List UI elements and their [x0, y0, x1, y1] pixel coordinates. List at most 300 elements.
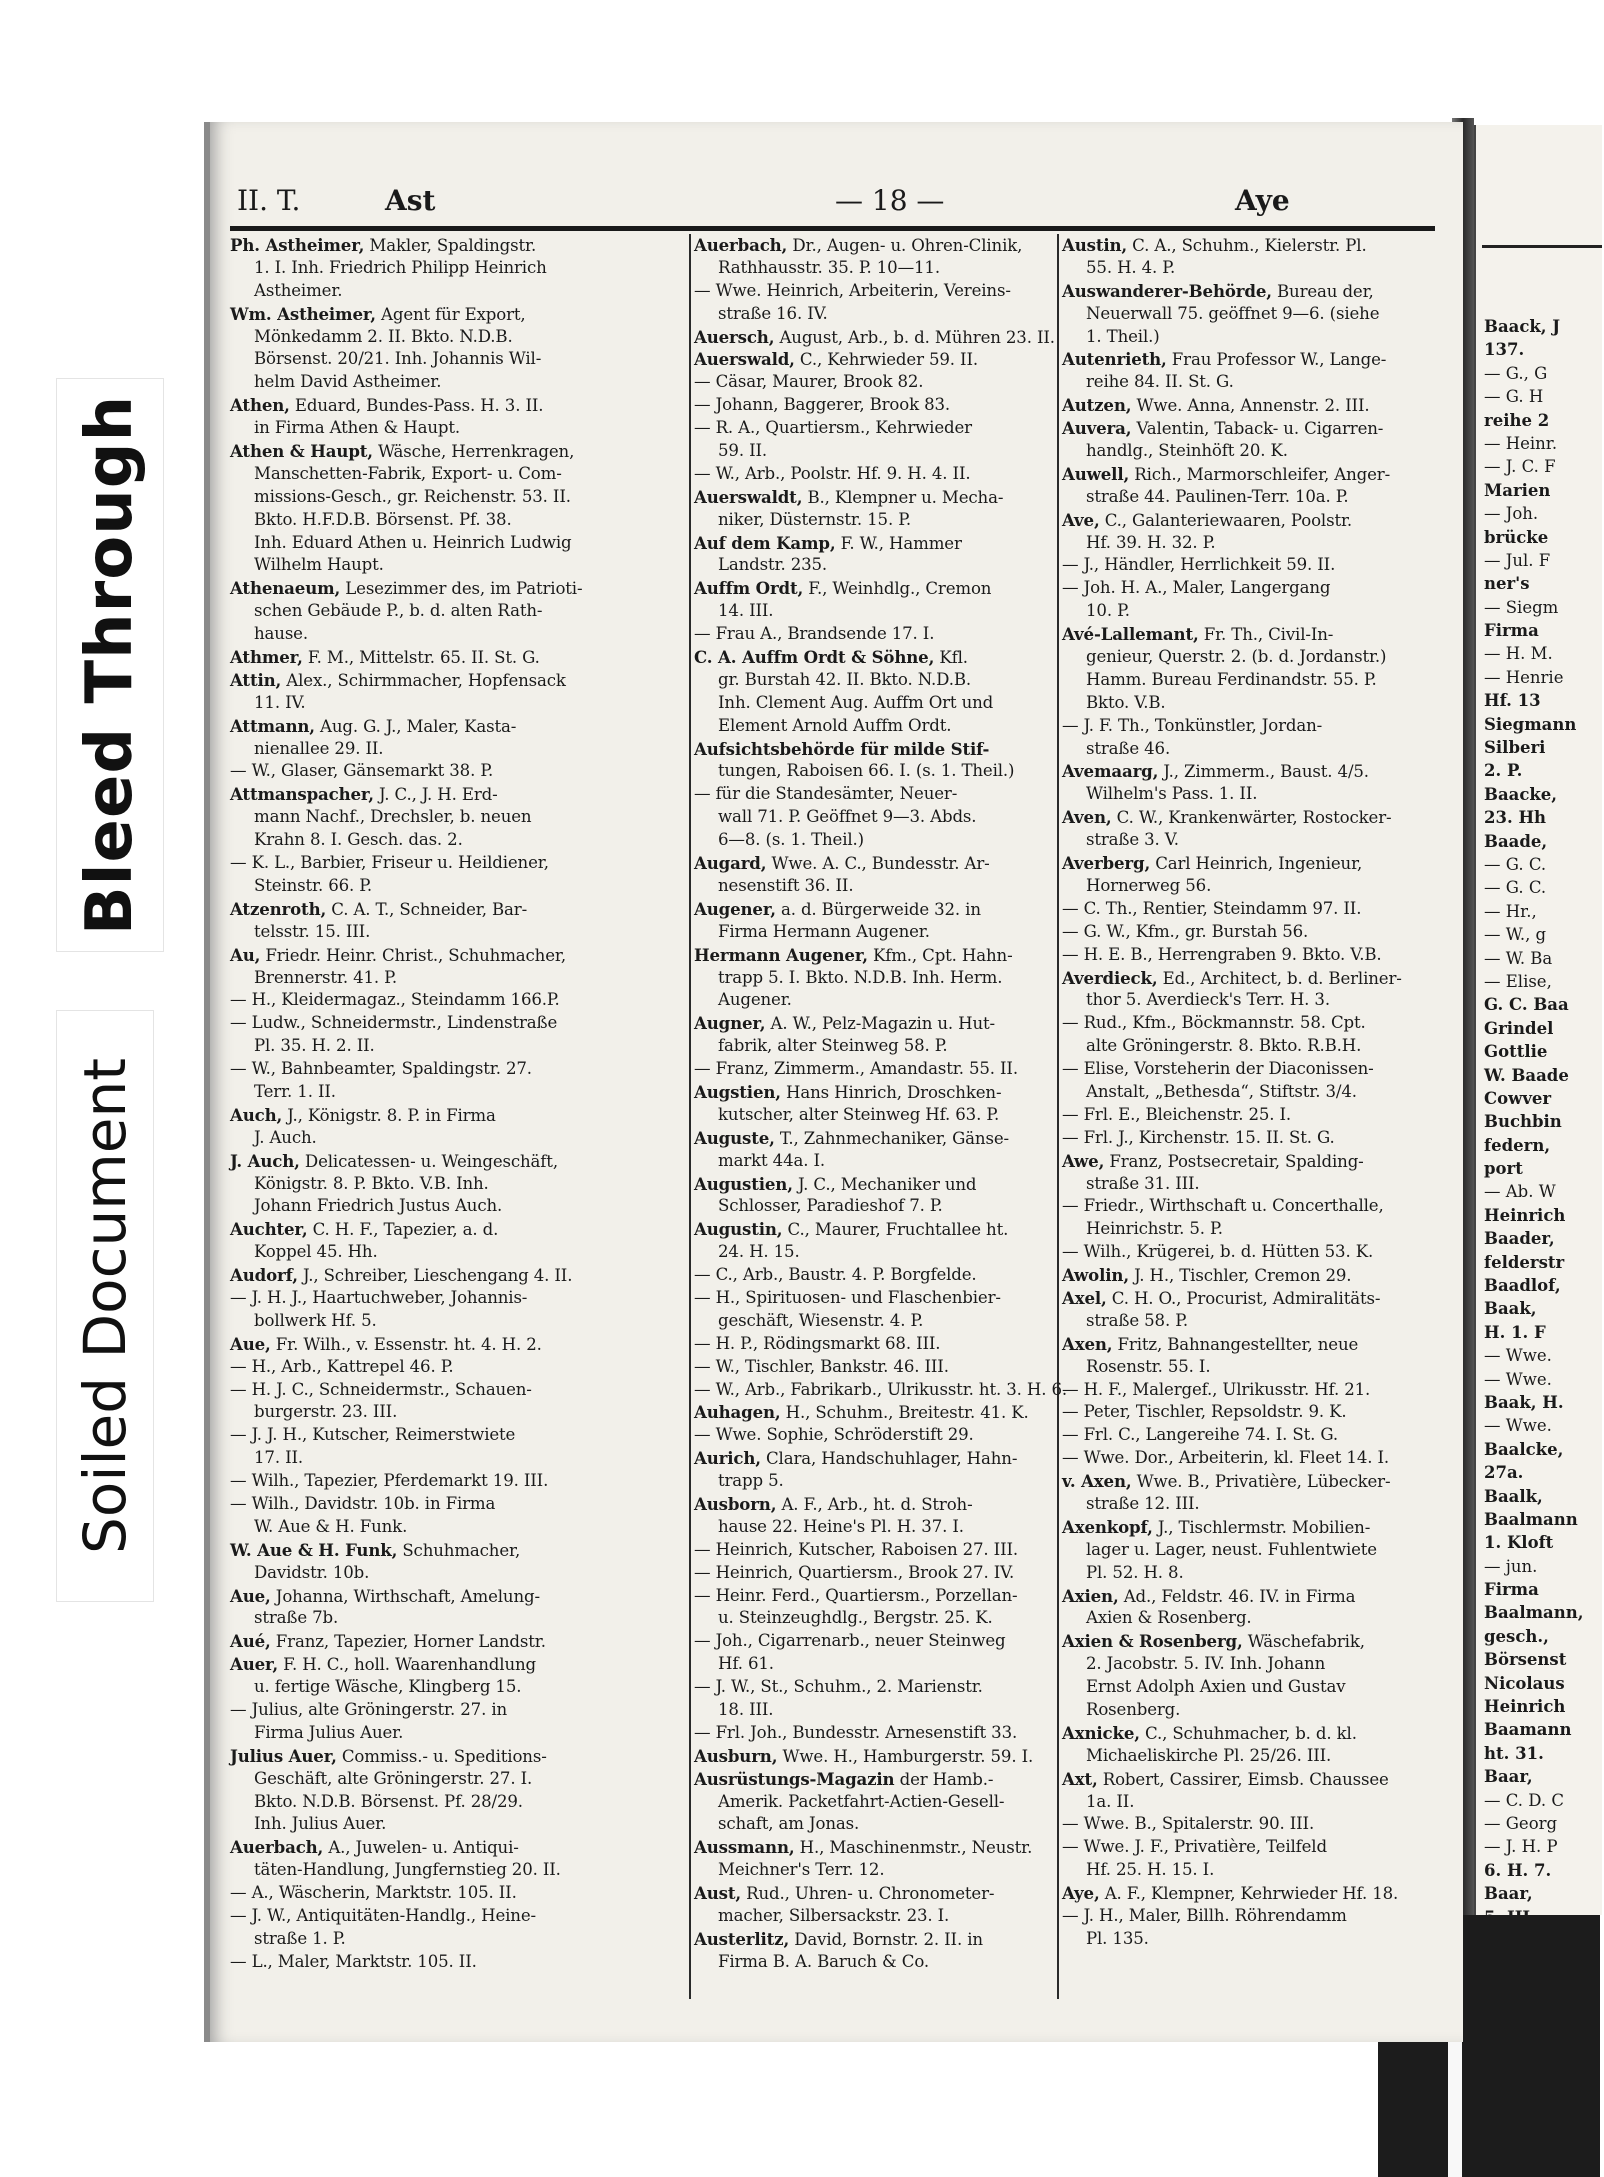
directory-entry	[694, 1882, 1060, 1928]
directory-entry	[694, 1676, 1060, 1722]
entry-continuation-line: Bkto. H.F.D.B. Börsenst. Pf. 38.	[254, 509, 512, 529]
entry-name: Augstien,	[694, 1081, 781, 1102]
entry-continuation-line: fabrik, alter Steinweg 58. P.	[718, 1036, 948, 1056]
facing-page-fragment: — Wwe.	[1484, 1416, 1552, 1436]
facing-page-fragment: — J. H. P	[1484, 1837, 1558, 1857]
entry-continuation-line: Pl. 52. H. 8.	[1086, 1562, 1184, 1582]
facing-page-fragment: W. Baade	[1484, 1065, 1569, 1085]
directory-entry	[1062, 234, 1434, 280]
entry-continuation-line: bollwerk Hf. 5.	[254, 1310, 377, 1330]
entry-continuation-line: 24. H. 15.	[718, 1242, 800, 1262]
facing-page-fragment: Silberi	[1484, 738, 1546, 758]
directory-entry	[230, 898, 594, 944]
entry-name: Wm. Astheimer,	[230, 303, 376, 324]
entry-name: Ausborn,	[694, 1493, 777, 1514]
entry-line: — Elise, Vorsteherin der Diaconissen-	[1062, 1059, 1374, 1079]
directory-entry	[694, 898, 1060, 944]
entry-continuation-line: Landstr. 235.	[718, 555, 828, 575]
directory-entry	[1062, 1722, 1434, 1768]
entry-name: Autenrieth,	[1062, 349, 1167, 370]
entry-name: Aué,	[230, 1631, 271, 1652]
entry-line: — Heinrich, Kutscher, Raboisen 27. III.	[694, 1539, 1019, 1559]
entry-name: Attin,	[230, 669, 282, 690]
entry-name: Auerswaldt,	[694, 486, 803, 507]
directory-entry	[694, 1722, 1060, 1745]
entry-continuation-line: täten-Handlung, Jungfernstieg 20. II.	[254, 1860, 561, 1880]
facing-page-fragment: Baalcke,	[1484, 1439, 1564, 1459]
entry-continuation-line: straße 3. V.	[1086, 830, 1179, 850]
entry-continuation-line: hause.	[254, 624, 308, 644]
facing-page-fragment: ner's	[1484, 574, 1530, 594]
entry-line: — Wilh., Krügerei, b. d. Hütten 53. K.	[1062, 1242, 1374, 1262]
entry-name: Austerlitz,	[694, 1928, 790, 1949]
entry-name: Attmann,	[230, 715, 315, 736]
entry-line: Auerbach, Dr., Augen- u. Ohren-Clinik,	[694, 235, 1023, 255]
entry-name: Augner,	[694, 1013, 766, 1034]
entry-line: Austin, C. A., Schuhm., Kielerstr. Pl.	[1062, 235, 1367, 255]
directory-entry	[694, 463, 1060, 486]
entry-continuation-line: straße 12. III.	[1086, 1493, 1200, 1513]
entry-line: Augustien, J. C., Mechaniker und	[694, 1173, 977, 1194]
directory-entry	[694, 1081, 1060, 1127]
directory-entry	[1062, 1195, 1434, 1241]
last-catchword: Aye	[1235, 184, 1290, 217]
facing-page-fragment: Baalmann,	[1484, 1603, 1584, 1623]
entry-continuation-line: Rathhausstr. 35. P. 10—11.	[718, 257, 940, 277]
directory-entry	[230, 1585, 594, 1631]
entry-line: — Frl. J., Kirchenstr. 15. II. St. G.	[1062, 1127, 1335, 1147]
entry-name: Aye,	[1062, 1883, 1100, 1904]
entry-name: Atzenroth,	[230, 898, 327, 919]
directory-entry	[1062, 1905, 1434, 1951]
entry-continuation-line: Firma Hermann Augener.	[718, 921, 930, 941]
entry-name: Athen,	[230, 395, 290, 416]
entry-continuation-line: Axien & Rosenberg.	[1086, 1608, 1252, 1628]
entry-line: — Joh. H. A., Maler, Langergang	[1062, 578, 1331, 598]
entry-line: — J. F. Th., Tonkünstler, Jordan-	[1062, 715, 1323, 735]
section-marker: II. T.	[237, 184, 301, 217]
entry-line: Ave, C., Galanteriewaaren, Poolstr.	[1062, 509, 1353, 530]
entry-line: — G. W., Kfm., gr. Burstah 56.	[1062, 921, 1309, 941]
entry-continuation-line: Hf. 39. H. 32. P.	[1086, 532, 1216, 552]
entry-name: Aue,	[230, 1333, 271, 1354]
entry-line: Hermann Augener, Kfm., Cpt. Hahn-	[694, 944, 1013, 965]
directory-entry	[1062, 577, 1434, 623]
entry-line	[694, 738, 1060, 761]
facing-page-fragment: 137.	[1484, 340, 1525, 360]
directory-page	[204, 122, 1463, 2042]
entry-name: Awe,	[1062, 1150, 1105, 1171]
facing-page-fragment: — Joh.	[1484, 504, 1539, 524]
column-2	[694, 234, 1067, 1974]
facing-page-text	[1484, 315, 1604, 1976]
facing-page-fragment: Firma	[1484, 1580, 1539, 1600]
column-3	[1062, 234, 1434, 1951]
directory-entry	[694, 852, 1060, 898]
entry-continuation-line: 55. H. 4. P.	[1086, 257, 1176, 277]
directory-entry	[1062, 944, 1434, 967]
entry-name: Auf dem Kamp,	[694, 532, 836, 553]
entry-name: Auvera,	[1062, 418, 1132, 439]
entry-line: Auswanderer-Behörde, Bureau der,	[1062, 280, 1374, 301]
entry-continuation-line: Davidstr. 10b.	[254, 1562, 370, 1582]
facing-page-fragment: Baak, H.	[1484, 1392, 1564, 1412]
directory-entry	[1062, 280, 1434, 349]
entry-line: — H. F., Malergef., Ulrikusstr. Hf. 21.	[1062, 1379, 1371, 1399]
entry-continuation-line: Steinstr. 66. P.	[254, 875, 373, 895]
entry-line: Ausborn, A. F., Arb., ht. d. Stroh-	[694, 1493, 973, 1514]
entry-continuation-line: straße 7b.	[254, 1608, 339, 1628]
directory-entry	[1062, 1470, 1434, 1516]
entry-name: Au,	[230, 944, 261, 965]
directory-entry	[230, 1356, 594, 1379]
entry-line: Austerlitz, David, Bornstr. 2. II. in	[694, 1928, 983, 1949]
directory-entry	[1062, 1264, 1434, 1287]
facing-page-fragment: Börsenst	[1484, 1650, 1567, 1670]
entry-line: Athenaeum, Lesezimmer des, im Patrioti-	[230, 578, 583, 599]
entry-name: C. A. Auffm Ordt & Söhne,	[694, 647, 935, 668]
entry-line: — Wwe. B., Spitalerstr. 90. III.	[1062, 1814, 1315, 1834]
directory-entry	[1062, 394, 1434, 417]
entry-line: Averberg, Carl Heinrich, Ingenieur,	[1062, 853, 1363, 874]
entry-line: — Rud., Kfm., Böckmannstr. 58. Cpt.	[1062, 1013, 1366, 1033]
entry-name: Averberg,	[1062, 853, 1151, 874]
entry-line: — W., Arb., Poolstr. Hf. 9. H. 4. II.	[694, 463, 971, 483]
entry-continuation-line: 1a. II.	[1086, 1791, 1135, 1811]
facing-page-fragment: Baak,	[1484, 1299, 1537, 1319]
entry-continuation-line: 14. III.	[718, 601, 774, 621]
facing-page-fragment: — G. C.	[1484, 878, 1547, 898]
entry-line: — A., Wäscherin, Marktstr. 105. II.	[230, 1883, 517, 1903]
entry-line: — Wilh., Davidstr. 10b. in Firma	[230, 1493, 496, 1513]
entry-continuation-line: gr. Burstah 42. II. Bkto. N.D.B.	[718, 669, 972, 689]
entry-line: — Wilh., Tapezier, Pferdemarkt 19. III.	[230, 1471, 549, 1491]
entry-continuation-line: straße 58. P.	[1086, 1310, 1188, 1330]
entry-line: Axt, Robert, Cassirer, Eimsb. Chaussee	[1062, 1768, 1389, 1789]
entry-continuation-line: helm David Astheimer.	[254, 372, 442, 392]
facing-page-fragment: — W. Ba	[1484, 948, 1553, 968]
entry-name: Axnicke,	[1062, 1722, 1140, 1743]
facing-page-fragment: — H. M.	[1484, 644, 1553, 664]
entry-continuation-line: hause 22. Heine's Pl. H. 37. I.	[718, 1516, 964, 1536]
directory-entry	[694, 326, 1060, 349]
entry-line: Axien, Ad., Feldstr. 46. IV. in Firma	[1062, 1585, 1356, 1606]
entry-line: — H., Spirituosen- und Flaschenbier-	[694, 1287, 1001, 1307]
entry-name: Julius Auer,	[230, 1745, 337, 1766]
entry-name: Athen & Haupt,	[230, 441, 373, 462]
entry-continuation-line: Anstalt, „Bethesda“, Stiftstr. 3/4.	[1086, 1081, 1357, 1101]
entry-name: Athenaeum,	[230, 578, 341, 599]
bleed-through-label	[56, 378, 164, 952]
entry-name: Austin,	[1062, 235, 1128, 255]
entry-line: — H., Kleidermagaz., Steindamm 166.P.	[230, 990, 560, 1010]
entry-line: Axnicke, C., Schuhmacher, b. d. kl.	[1062, 1722, 1357, 1743]
entry-name: Aufsichtsbehörde für milde Stif-	[694, 738, 990, 759]
entry-line: Auffm Ordt, F., Weinhdlg., Cremon	[694, 578, 992, 599]
directory-entry	[1062, 1150, 1434, 1196]
directory-entry	[694, 783, 1060, 852]
directory-entry	[1062, 760, 1434, 806]
entry-line: — Franz, Zimmerm., Amandastr. 55. II.	[694, 1059, 1018, 1079]
entry-continuation-line: burgerstr. 23. III.	[254, 1402, 398, 1422]
entry-name: Autzen,	[1062, 395, 1132, 416]
entry-continuation-line: Augener.	[718, 990, 792, 1010]
directory-entry	[694, 234, 1060, 280]
directory-entry	[694, 944, 1060, 1013]
entry-continuation-line: u. fertige Wäsche, Klingberg 15.	[254, 1677, 522, 1697]
entry-name: Auerbach,	[694, 235, 788, 255]
facing-page-fragment: ht. 31.	[1484, 1743, 1544, 1763]
directory-entry	[694, 280, 1060, 326]
entry-name: Auerbach,	[230, 1837, 324, 1858]
directory-entry	[1062, 1813, 1434, 1836]
facing-page-fragment: brücke	[1484, 527, 1549, 547]
facing-page-fragment: Heinrich	[1484, 1205, 1566, 1225]
entry-name: Axenkopf,	[1062, 1516, 1153, 1537]
directory-entry	[694, 1630, 1060, 1676]
facing-page-fragment: Baack, J	[1484, 317, 1561, 336]
entry-continuation-line: W. Aue & H. Funk.	[254, 1516, 408, 1536]
entry-name: Axel,	[1062, 1287, 1107, 1308]
directory-entry	[1062, 1287, 1434, 1333]
entry-line: v. Axen, Wwe. B., Privatière, Lübecker-	[1062, 1471, 1391, 1492]
entry-line: Auguste, T., Zahnmechaniker, Gänse-	[694, 1127, 1009, 1148]
entry-continuation-line: straße 44. Paulinen-Terr. 10a. P.	[1086, 486, 1349, 506]
entry-line: — Ludw., Schneidermstr., Lindenstraße	[230, 1013, 558, 1033]
entry-continuation-line: nienallee 29. II.	[254, 738, 384, 758]
entry-line: Aust, Rud., Uhren- u. Chronometer-	[694, 1883, 995, 1904]
entry-line: Axen, Fritz, Bahnangestellter, neue	[1062, 1333, 1359, 1354]
entry-line: — Johann, Baggerer, Brook 83.	[694, 395, 951, 415]
entry-name: Ausrüstungs-Magazin	[694, 1768, 895, 1789]
entry-continuation-line: 10. P.	[1086, 601, 1130, 621]
facing-page-fragment: Firma	[1484, 621, 1539, 641]
facing-page-fragment: Gottlie	[1484, 1042, 1548, 1062]
entry-name: Auch,	[230, 1104, 283, 1125]
directory-entry	[1062, 967, 1434, 1013]
entry-name: Augustin,	[694, 1219, 783, 1240]
directory-entry	[1062, 1630, 1434, 1722]
directory-entry	[694, 1562, 1060, 1585]
directory-entry	[230, 989, 594, 1012]
entry-name: Athmer,	[230, 647, 303, 668]
directory-entry	[230, 1493, 594, 1539]
entry-line: Athen & Haupt, Wäsche, Herrenkragen,	[230, 441, 575, 462]
facing-page-fragment: — Siegm	[1484, 597, 1559, 617]
entry-name: Auffm Ordt,	[694, 578, 804, 599]
entry-continuation-line: thor 5. Averdieck's Terr. H. 3.	[1086, 990, 1330, 1010]
directory-entry	[694, 1264, 1060, 1287]
entry-continuation-line: 59. II.	[718, 441, 767, 461]
facing-page-fragment: federn,	[1484, 1135, 1551, 1155]
directory-entry	[230, 1630, 594, 1653]
entry-line: Auwell, Rich., Marmorschleifer, Anger-	[1062, 463, 1391, 484]
directory-entry	[1062, 715, 1434, 761]
directory-entry	[230, 1104, 594, 1150]
entry-name: Augard,	[694, 853, 767, 874]
directory-entry	[1062, 1424, 1434, 1447]
entry-continuation-line: Inh. Eduard Athen u. Heinrich Ludwig	[254, 532, 572, 552]
entry-line: Aye, A. F., Klempner, Kehrwieder Hf. 18.	[1062, 1883, 1399, 1904]
entry-line: Auhagen, H., Schuhm., Breitestr. 41. K.	[694, 1402, 1029, 1423]
entry-line: J. Auch, Delicatessen- u. Weingeschäft,	[230, 1150, 558, 1171]
directory-entry	[230, 1653, 594, 1699]
entry-name: Aust,	[694, 1883, 741, 1904]
entry-name: Aussmann,	[694, 1837, 795, 1858]
facing-page-fragment: port	[1484, 1159, 1523, 1179]
entry-continuation-line: Terr. 1. II.	[254, 1081, 336, 1101]
entry-line: W. Aue & H. Funk, Schuhmacher,	[230, 1539, 521, 1560]
entry-line: — H. E. B., Herrengraben 9. Bkto. V.B.	[1062, 944, 1382, 964]
entry-line: — W., Tischler, Bankstr. 46. III.	[694, 1356, 949, 1376]
entry-name: Averdieck,	[1062, 967, 1158, 988]
entry-line: — K. L., Barbier, Friseur u. Heildiener,	[230, 853, 549, 873]
entry-name: J. Auch,	[230, 1150, 300, 1171]
directory-entry	[1062, 806, 1434, 852]
entry-line: — J. W., St., Schuhm., 2. Marienstr.	[694, 1677, 983, 1697]
entry-name: Ph. Astheimer,	[230, 235, 365, 255]
directory-entry	[1062, 348, 1434, 394]
facing-page-fragment: 6. H. 7.	[1484, 1860, 1552, 1880]
entry-line: Attmann, Aug. G. J., Maler, Kasta-	[230, 715, 517, 736]
entry-continuation-line: Heinrichstr. 5. P.	[1086, 1219, 1223, 1239]
facing-page-fragment: — G. H	[1484, 387, 1544, 407]
directory-entry	[1062, 921, 1434, 944]
directory-entry	[1062, 1768, 1434, 1814]
entry-line: Aussmann, H., Maschinenmstr., Neustr.	[694, 1837, 1033, 1858]
directory-entry	[694, 1058, 1060, 1081]
entry-line: Auerbach, A., Juwelen- u. Antiqui-	[230, 1837, 519, 1858]
entry-continuation-line: Mönkedamm 2. II. Bkto. N.D.B.	[254, 326, 513, 346]
directory-entry	[230, 1699, 594, 1745]
entry-line: Attin, Alex., Schirmmacher, Hopfensack	[230, 669, 566, 690]
entry-continuation-line: 18. III.	[718, 1700, 774, 1719]
entry-continuation-line: trapp 5.	[718, 1471, 784, 1491]
entry-continuation-line: straße 31. III.	[1086, 1173, 1200, 1193]
first-catchword: Ast	[385, 184, 436, 217]
entry-line: Averdieck, Ed., Architect, b. d. Berliner-	[1062, 967, 1402, 988]
facing-page-fragment: 23. Hh	[1484, 808, 1547, 828]
entry-continuation-line: tungen, Raboisen 66. I. (s. 1. Theil.)	[718, 761, 1015, 781]
entry-continuation-line: schaft, am Jonas.	[718, 1814, 860, 1834]
directory-entry	[694, 1173, 1060, 1219]
entry-continuation-line: Bkto. N.D.B. Börsenst. Pf. 28/29.	[254, 1791, 523, 1811]
entry-line: Au, Friedr. Heinr. Christ., Schuhmacher,	[230, 944, 566, 965]
directory-entry	[1062, 1447, 1434, 1470]
facing-page-fragment: Baalk,	[1484, 1486, 1543, 1506]
entry-continuation-line: Königstr. 8. P. Bkto. V.B. Inh.	[254, 1173, 489, 1193]
entry-line: C. A. Auffm Ordt & Söhne, Kfl.	[694, 647, 968, 668]
directory-entry	[694, 1493, 1060, 1539]
entry-continuation-line: kutscher, alter Steinweg Hf. 63. P.	[718, 1104, 1000, 1124]
entry-continuation-line: Wilhelm Haupt.	[254, 555, 384, 575]
entry-name: Awolin,	[1062, 1265, 1129, 1286]
entry-continuation-line: mann Nachf., Drechsler, b. neuen	[254, 807, 532, 827]
entry-line: — J., Händler, Herrlichkeit 59. II.	[1062, 555, 1336, 575]
entry-name: Avé-Lallemant,	[1062, 624, 1199, 645]
entry-line: — R. A., Quartiersm., Kehrwieder	[694, 418, 972, 438]
entry-line: — Julius, alte Gröningerstr. 27. in	[230, 1700, 508, 1719]
entry-continuation-line: in Firma Athen & Haupt.	[254, 418, 460, 438]
directory-entry	[1062, 554, 1434, 577]
directory-entry	[694, 646, 1060, 738]
directory-entry	[1062, 1836, 1434, 1882]
entry-line: — W., Bahnbeamter, Spaldingstr. 27.	[230, 1059, 532, 1079]
directory-entry	[694, 738, 1060, 784]
entry-line: — Heinrich, Quartiersm., Brook 27. IV.	[694, 1562, 1015, 1582]
entry-line: Wm. Astheimer, Agent für Export,	[230, 303, 526, 324]
entry-continuation-line: straße 1. P.	[254, 1928, 346, 1948]
entry-line: — Wwe. Sophie, Schröderstift 29.	[694, 1425, 974, 1445]
facing-page-fragment: H. 1. F	[1484, 1322, 1546, 1342]
entry-line: Auerswaldt, B., Klempner u. Mecha-	[694, 486, 1004, 507]
directory-entry	[1062, 1104, 1434, 1127]
entry-name: Axen,	[1062, 1333, 1113, 1354]
entry-continuation-line: straße 46.	[1086, 738, 1171, 758]
entry-line: Avemaarg, J., Zimmerm., Baust. 4/5.	[1062, 761, 1369, 782]
entry-name: Avemaarg,	[1062, 761, 1159, 782]
column-rule	[689, 234, 691, 1999]
entry-line: — W., Glaser, Gänsemarkt 38. P.	[230, 761, 494, 781]
entry-line: Auch, J., Königstr. 8. P. in Firma	[230, 1104, 496, 1125]
entry-continuation-line: 11. IV.	[254, 692, 306, 712]
entry-continuation-line: macher, Silbersackstr. 23. I.	[718, 1906, 950, 1926]
directory-entry	[694, 1585, 1060, 1631]
facing-page-fragment: — Georg	[1484, 1814, 1558, 1833]
entry-name: Aven,	[1062, 807, 1112, 828]
entry-line: — Wwe. Heinrich, Arbeiterin, Vereins-	[694, 280, 1011, 300]
facing-page-fragment: Marien	[1484, 480, 1551, 500]
entry-name: Axt,	[1062, 1768, 1098, 1789]
entry-line: — J. H., Maler, Billh. Röhrendamm	[1062, 1906, 1347, 1926]
entry-line: Aué, Franz, Tapezier, Horner Landstr.	[230, 1631, 546, 1652]
facing-page-fragment: — Heinr.	[1484, 433, 1558, 453]
directory-entry	[230, 303, 594, 395]
entry-line: Auerswald, C., Kehrwieder 59. II.	[694, 349, 978, 370]
entry-continuation-line: Pl. 135.	[1086, 1928, 1149, 1948]
entry-name: Auer,	[230, 1654, 279, 1675]
entry-name: Auerswald,	[694, 349, 795, 370]
facing-page-rule	[1482, 245, 1602, 248]
entry-line: Auersch, August, Arb., b. d. Mühren 23. II.	[694, 326, 1055, 347]
entry-line: — J. H. J., Haartuchweber, Johannis-	[230, 1287, 528, 1307]
facing-page-fragment: — Wwe.	[1484, 1369, 1552, 1389]
running-head	[235, 184, 1435, 224]
facing-page-fragment: G. C. Baa	[1484, 995, 1569, 1015]
entry-line: Auchter, C. H. F., Tapezier, a. d.	[230, 1219, 499, 1240]
entry-continuation-line: handlg., Steinhöft 20. K.	[1086, 441, 1288, 461]
soiled-document-text: Soiled Document	[71, 1058, 140, 1554]
entry-continuation-line: alte Gröningerstr. 8. Bkto. R.B.H.	[1086, 1036, 1362, 1056]
entry-continuation-line: Rosenberg.	[1086, 1700, 1181, 1719]
directory-entry	[230, 1218, 594, 1264]
entry-line: Aue, Fr. Wilh., v. Essenstr. ht. 4. H. 2.	[230, 1333, 542, 1354]
facing-page-fragment: — Henrie	[1484, 667, 1564, 687]
entry-continuation-line: Ernst Adolph Axien und Gustav	[1086, 1677, 1346, 1697]
entry-continuation-line: Geschäft, alte Gröningerstr. 27. I.	[254, 1768, 533, 1788]
directory-entry	[1062, 509, 1434, 555]
entry-line: — Frl. Joh., Bundesstr. Arnesenstift 33.	[694, 1722, 1018, 1742]
directory-entry	[1062, 1012, 1434, 1058]
directory-entry	[1062, 898, 1434, 921]
directory-entry	[1062, 1585, 1434, 1631]
directory-entry	[694, 1745, 1060, 1768]
entry-line: — H. P., Rödingsmarkt 68. III.	[694, 1333, 941, 1353]
entry-name: Aurich,	[694, 1448, 761, 1469]
entry-line: — L., Maler, Marktstr. 105. II.	[230, 1951, 477, 1971]
directory-entry	[694, 1333, 1060, 1356]
entry-continuation-line: Meichner's Terr. 12.	[718, 1860, 885, 1880]
